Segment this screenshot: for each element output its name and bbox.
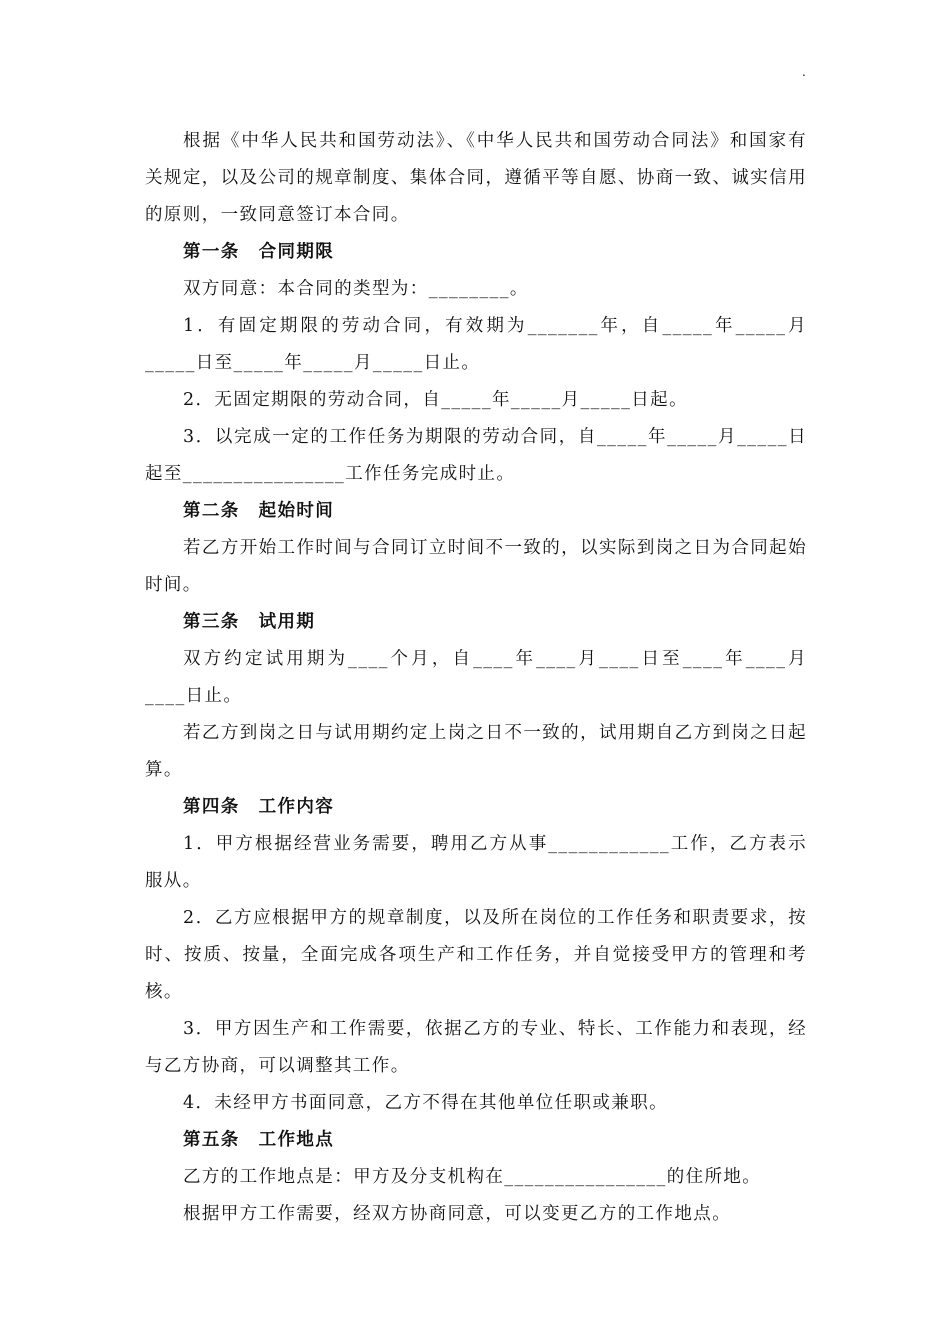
- article-1-paragraph: 3．以完成一定的工作任务为期限的劳动合同，自_____年_____月_____日起至________________工作任务完成时止。: [145, 427, 807, 484]
- article-3-heading: 第三条 试用期: [183, 612, 316, 632]
- article-1-paragraph: 1．有固定期限的劳动合同，有效期为_______年，自_____年_____月_____日至_____年_____月_____日止。: [145, 316, 807, 373]
- article-3-paragraph: 双方约定试用期为____个月，自____年____月____日至____年____月____日止。: [145, 649, 807, 706]
- article-4-paragraph: 1．甲方根据经营业务需要，聘用乙方从事____________工作，乙方表示服从。: [145, 834, 807, 891]
- article-4-heading: 第四条 工作内容: [183, 797, 335, 817]
- contract-body: [145, 123, 807, 1233]
- article-4-paragraph: 3．甲方因生产和工作需要，依据乙方的专业、特长、工作能力和表现，经与乙方协商，可以调整其工作。: [145, 1019, 807, 1076]
- article-4-paragraph: 4．未经甲方书面同意，乙方不得在其他单位任职或兼职。: [183, 1093, 669, 1113]
- article-1-paragraph: 2．无固定期限的劳动合同，自_____年_____月_____日起。: [183, 390, 688, 410]
- article-1-heading: 第一条 合同期限: [183, 242, 335, 262]
- intro-paragraph: 根据《中华人民共和国劳动法》、《中华人民共和国劳动合同法》和国家有关规定，以及公司的规章制度、集体合同，遵循平等自愿、协商一致、诚实信用的原则，一致同意签订本合同。: [145, 131, 807, 225]
- article-5-paragraph: 乙方的工作地点是：甲方及分支机构在________________的住所地。: [183, 1167, 762, 1187]
- article-4-paragraph: 2．乙方应根据甲方的规章制度，以及所在岗位的工作任务和职责要求，按时、按质、按量，全面完成各项生产和工作任务，并自觉接受甲方的管理和考核。: [145, 908, 807, 1002]
- page-mark: .: [802, 65, 806, 79]
- article-5-heading: 第五条 工作地点: [183, 1130, 335, 1150]
- article-3-paragraph: 若乙方到岗之日与试用期约定上岗之日不一致的，试用期自乙方到岗之日起算。: [145, 723, 807, 780]
- article-5-paragraph: 根据甲方工作需要，经双方协商同意，可以变更乙方的工作地点。: [183, 1204, 732, 1224]
- article-2-paragraph: 若乙方开始工作时间与合同订立时间不一致的，以实际到岗之日为合同起始时间。: [145, 538, 807, 595]
- article-1-paragraph: 双方同意：本合同的类型为：________。: [183, 279, 529, 299]
- article-2-heading: 第二条 起始时间: [183, 501, 335, 521]
